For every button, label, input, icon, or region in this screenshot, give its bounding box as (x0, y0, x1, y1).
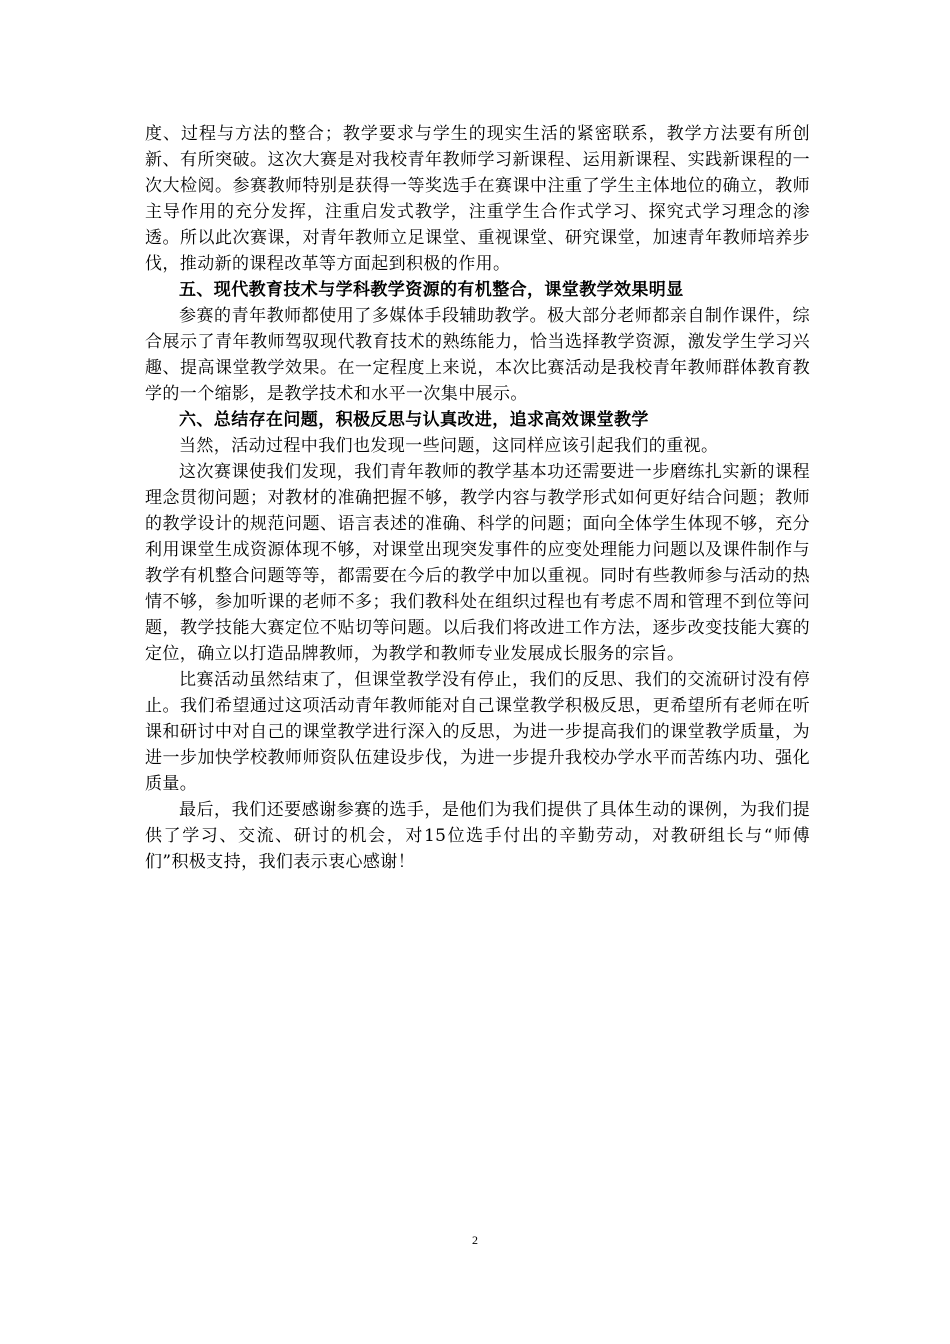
paragraph-problems-detail: 这次赛课使我们发现，我们青年教师的教学基本功还需要进一步磨练扎实新的课程理念贯彻问题；对教材的准确把握不够，教学内容与教学形式如何更好结合问题；教师的教学设计的规范问题、语言表述的准确、科学的问题；面向全体学生体现不够，充分利用课堂生成资源体现不够，对课堂出现突发事件的应变处理能力问题以及课件制作与教学有机整合问题等等，都需要在今后的教学中加以重视。同时有些教师参与活动的热情不够，参加听课的老师不多；我们教科处在组织过程也有考虑不周和管理不到位等问题，教学技能大赛定位不贴切等问题。以后我们将改进工作方法，逐步改变技能大赛的定位，确立以打造品牌教师，为教学和教师专业发展成长服务的宗旨。 (145, 462, 810, 664)
paragraph-thanks: 最后，我们还要感谢参赛的选手，是他们为我们提供了具体生动的课例，为我们提供了学习、交流、研讨的机会，对15位选手付出的辛勤劳动，对教研组长与“师傅们”积极支持，我们表示衷心感谢！ (145, 800, 810, 872)
paragraph-problems-intro: 当然，活动过程中我们也发现一些问题，这同样应该引起我们的重视。 (179, 436, 719, 456)
page-number: 2 (472, 1233, 478, 1247)
paragraph-continued: 度、过程与方法的整合；教学要求与学生的现实生活的紧密联系，教学方法要有所创新、有所突破。这次大赛是对我校青年教师学习新课程、运用新课程、实践新课程的一次大检阅。参赛教师特别是获得一等奖选手在赛课中注重了学生主体地位的确立，教师主导作用的充分发挥，注重启发式教学，注重学生合作式学习、探究式学习理念的渗透。所以此次赛课，对青年教师立足课堂、重视课堂、研究课堂，加速青年教师培养步伐，推动新的课程改革等方面起到积极的作用。 (145, 124, 810, 274)
paragraph-multimedia: 参赛的青年教师都使用了多媒体手段辅助教学。极大部分老师都亲自制作课件，综合展示了青年教师驾驭现代教育技术的熟练能力，恰当选择教学资源，激发学生学习兴趣、提高课堂教学效果。在一定程度上来说，本次比赛活动是我校青年教师群体教育教学的一个缩影，是教学技术和水平一次集中展示。 (145, 306, 810, 404)
section-heading-six: 六、总结存在问题，积极反思与认真改进，追求高效课堂教学 (179, 410, 649, 430)
document-body (145, 121, 810, 875)
paragraph-reflection: 比赛活动虽然结束了，但课堂教学没有停止，我们的反思、我们的交流研讨没有停止。我们希望通过这项活动青年教师能对自己课堂教学积极反思，更希望所有老师在听课和研讨中对自己的课堂教学进行深入的反思，为进一步提高我们的课堂教学质量，为进一步加快学校教师师资队伍建设步伐，为进一步提升我校办学水平而苦练内功、强化质量。 (145, 670, 810, 794)
section-heading-five: 五、现代教育技术与学科教学资源的有机整合，课堂教学效果明显 (179, 280, 684, 300)
